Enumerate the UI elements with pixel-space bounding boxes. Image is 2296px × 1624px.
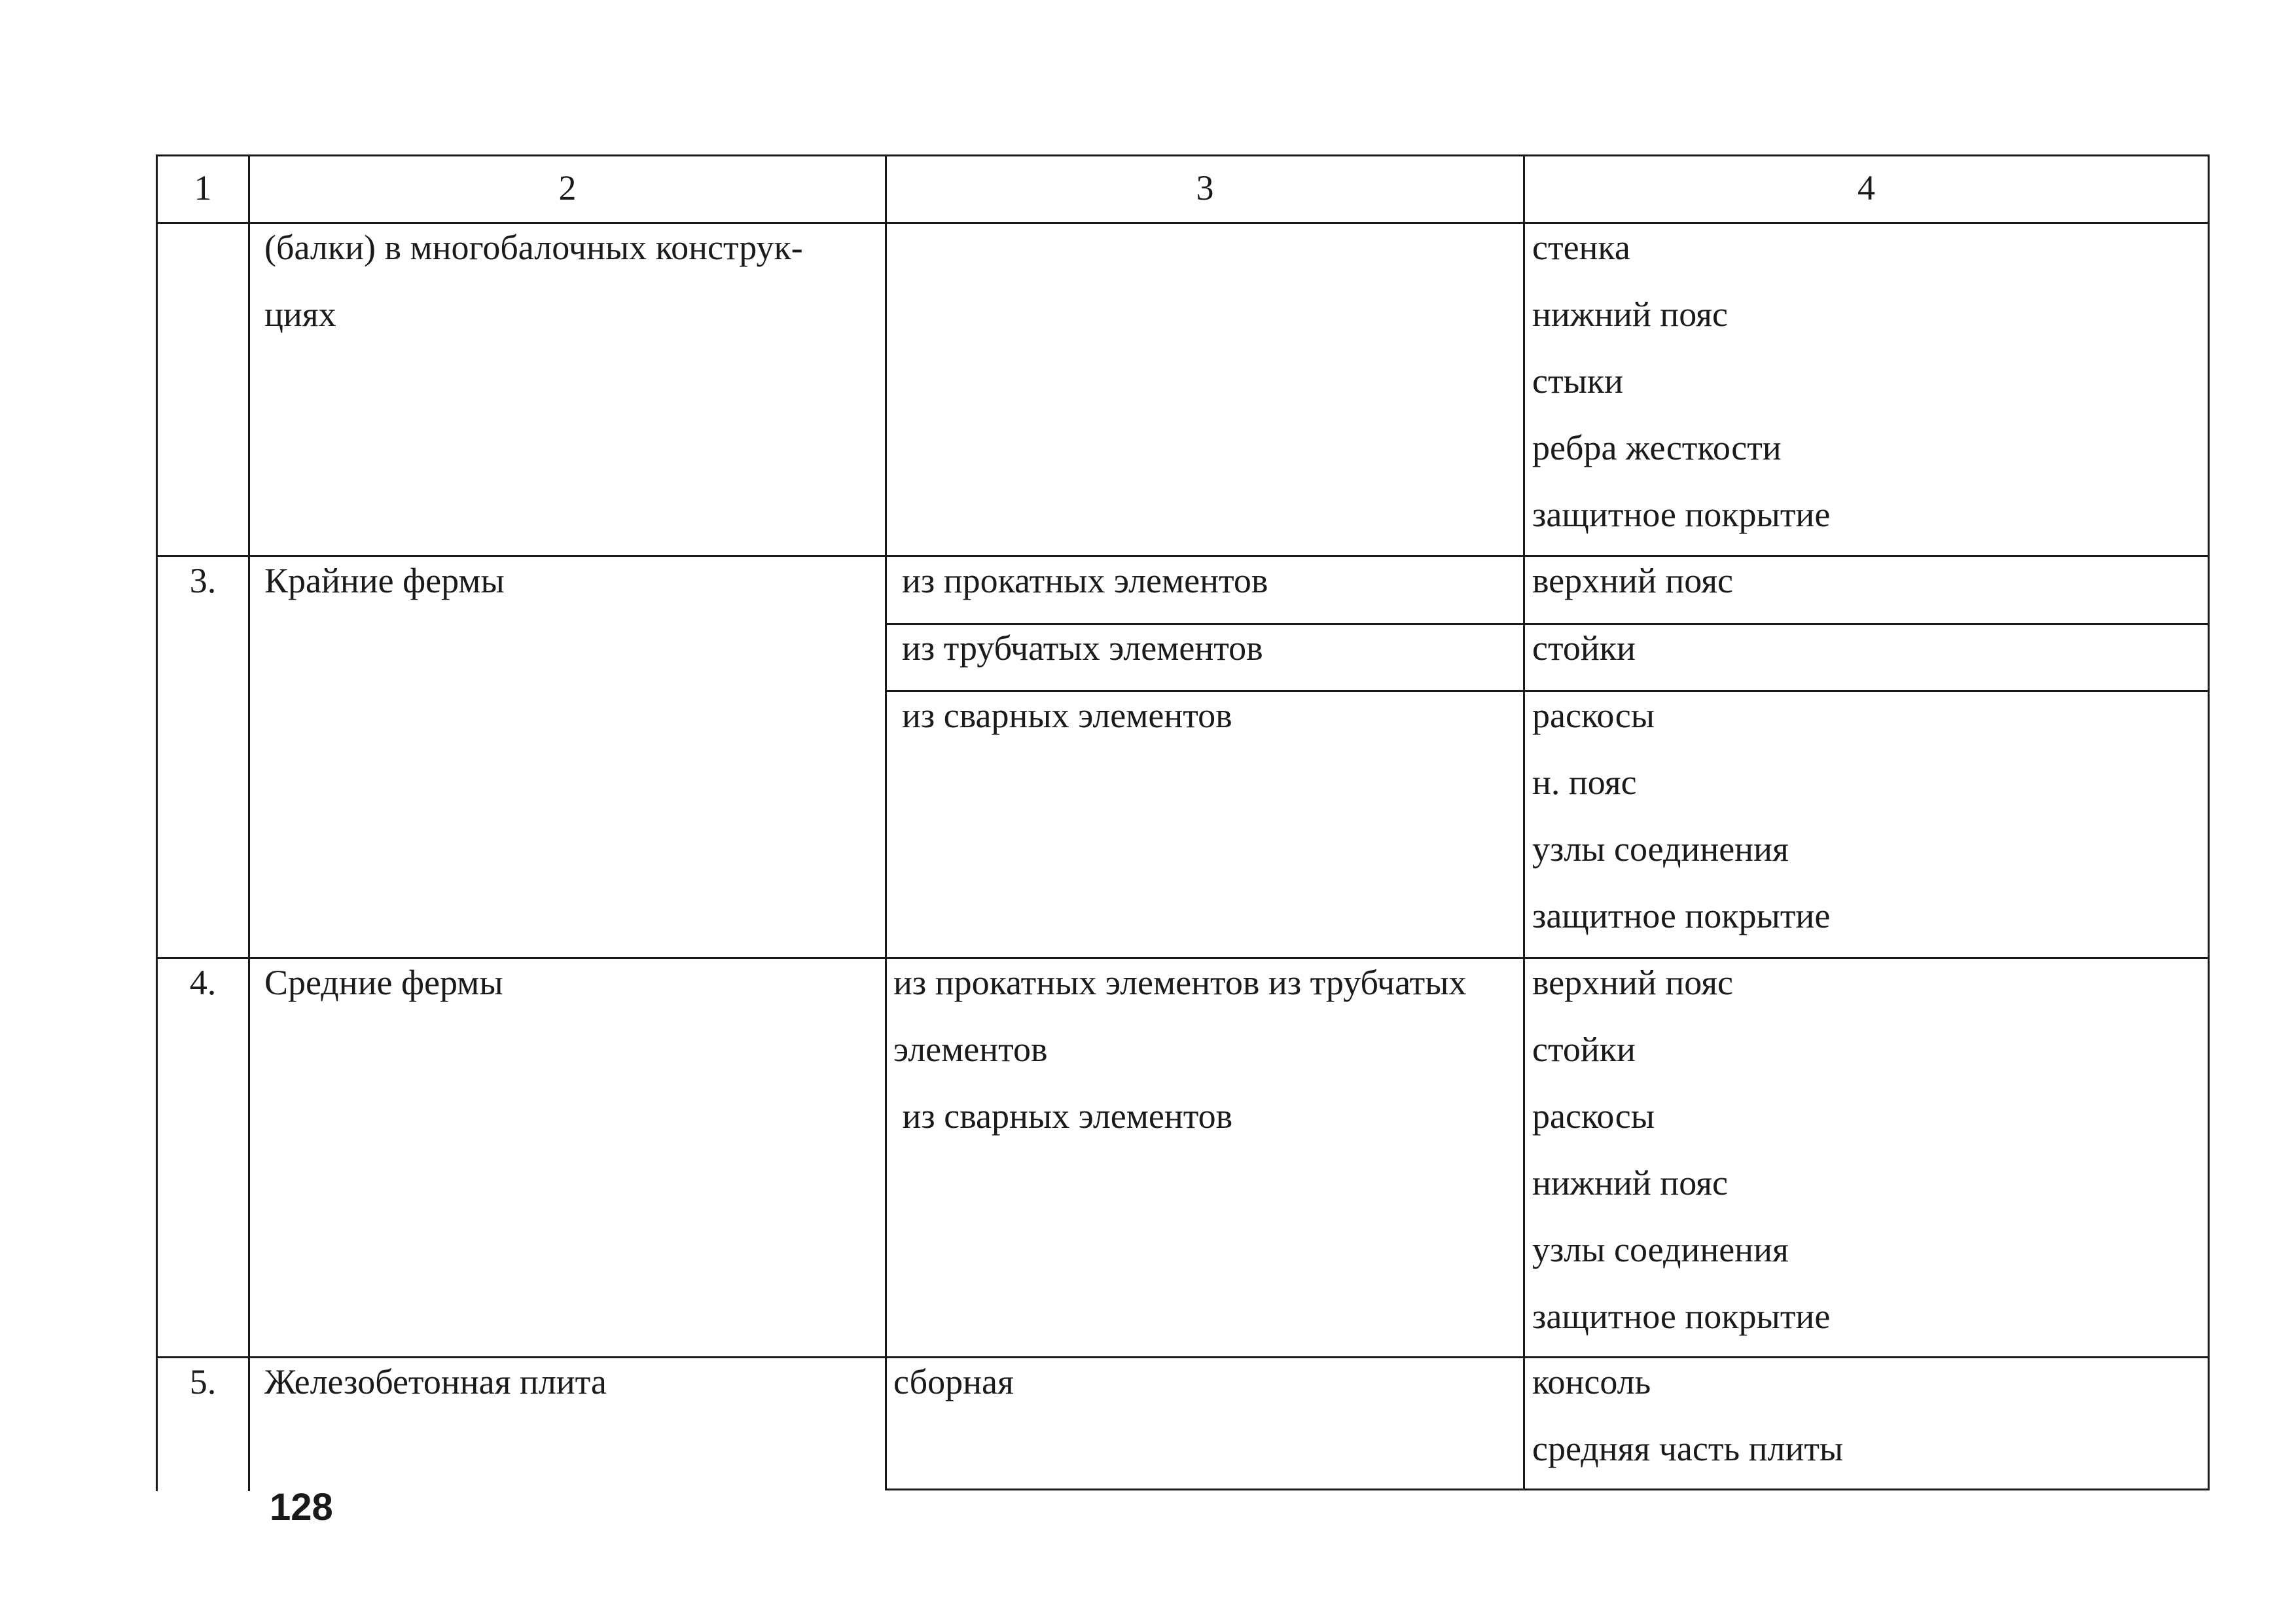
column-divider xyxy=(248,154,250,1491)
page-number: 128 xyxy=(270,1486,333,1528)
cell-type-line: элементов xyxy=(893,1030,1048,1069)
cell-name-line: (балки) в многобалочных конструк- xyxy=(264,228,803,267)
cell-name-line: циях xyxy=(264,295,336,334)
row-number: 4. xyxy=(189,963,217,1002)
cell-element-line: узлы соединения xyxy=(1532,1230,1789,1269)
cell-element-line: нижний пояс xyxy=(1532,1163,1728,1202)
cell-element-line: стыки xyxy=(1532,361,1623,401)
header-cell-1: 1 xyxy=(194,168,212,208)
table-right-border xyxy=(2208,154,2210,1490)
cell-element-line: ребра жесткости xyxy=(1532,428,1782,467)
column-divider xyxy=(885,154,887,1490)
cell-type-line: из трубчатых элементов xyxy=(902,628,1263,668)
cell-element-line: стенка xyxy=(1532,228,1630,267)
cell-element-line: узлы соединения xyxy=(1532,829,1789,869)
table-bottom-partial-border xyxy=(885,1489,2210,1490)
cell-element-line: н. пояс xyxy=(1532,763,1637,802)
cell-name: Железобетонная плита xyxy=(264,1362,607,1401)
cell-type-line: из сварных элементов xyxy=(893,1096,1233,1136)
cell-element-line: верхний пояс xyxy=(1532,561,1734,600)
cell-type-line: сборная xyxy=(893,1362,1014,1401)
cell-element-line: защитное покрытие xyxy=(1532,1297,1831,1336)
header-cell-4: 4 xyxy=(1857,168,1875,208)
cell-type-line: из прокатных элементов из трубчатых xyxy=(893,963,1467,1002)
cell-element-line: консоль xyxy=(1532,1362,1651,1401)
cell-type-line: из сварных элементов xyxy=(902,696,1232,735)
cell-name: Крайние фермы xyxy=(264,561,505,600)
column-divider xyxy=(1523,154,1525,1490)
cell-type-line: из прокатных элементов xyxy=(902,561,1268,600)
table-left-border xyxy=(156,154,158,1491)
header-cell-3: 3 xyxy=(1196,168,1214,208)
cell-name: Средние фермы xyxy=(264,963,503,1002)
cell-element-line: раскосы xyxy=(1532,1096,1655,1136)
row-number: 3. xyxy=(189,561,217,600)
cell-element-line: защитное покрытие xyxy=(1532,495,1831,534)
cell-element-line: стойки xyxy=(1532,628,1636,668)
header-cell-2: 2 xyxy=(558,168,577,208)
cell-element-line: средняя часть плиты xyxy=(1532,1429,1844,1468)
row-number: 5. xyxy=(189,1362,217,1401)
cell-element-line: нижний пояс xyxy=(1532,295,1728,334)
cell-element-line: раскосы xyxy=(1532,696,1655,735)
cell-element-line: верхний пояс xyxy=(1532,963,1734,1002)
cell-element-line: стойки xyxy=(1532,1030,1636,1069)
cell-element-line: защитное покрытие xyxy=(1532,896,1831,935)
